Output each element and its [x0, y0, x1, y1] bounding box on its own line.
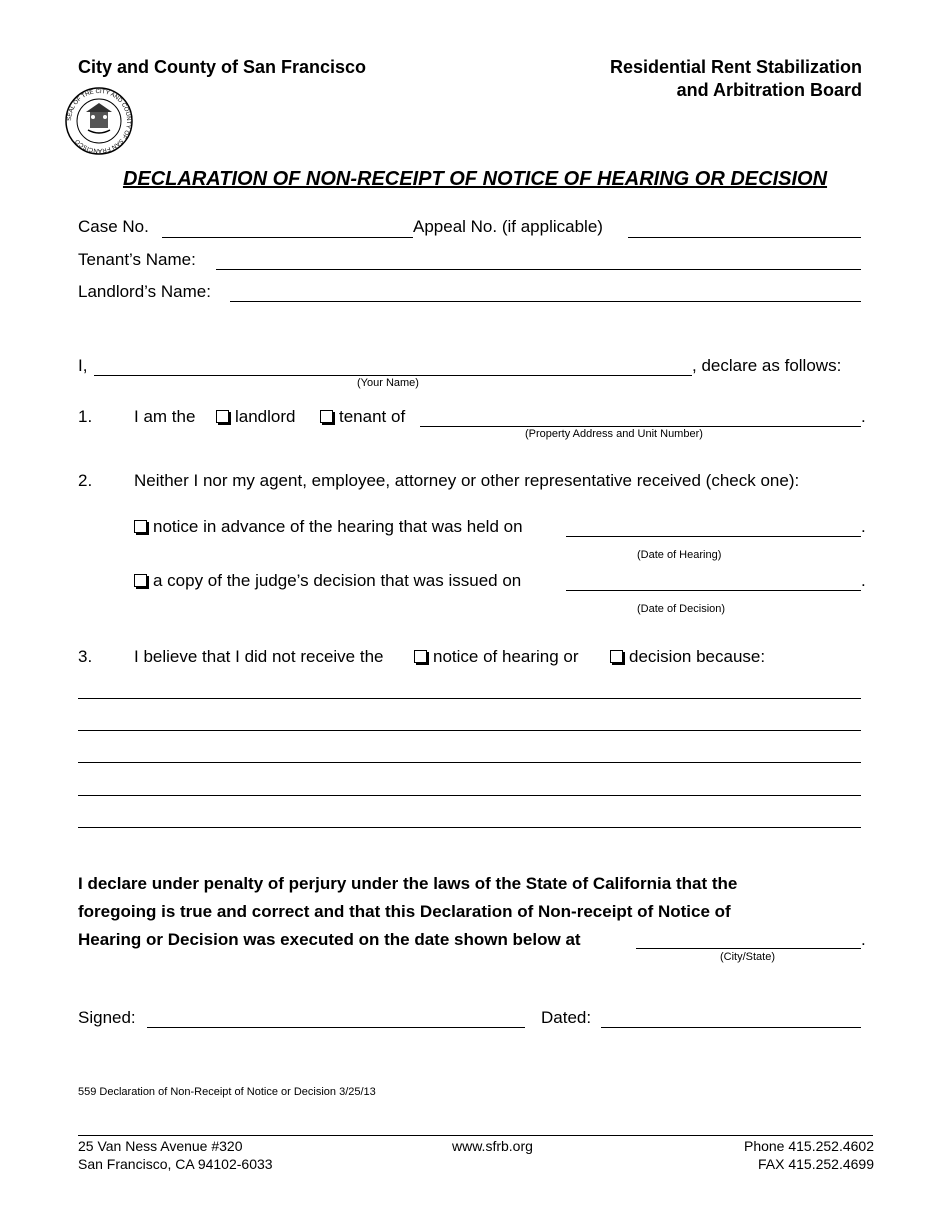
checkbox-icon[interactable] [216, 410, 229, 423]
checkbox-icon[interactable] [320, 410, 333, 423]
board-heading-line2: and Arbitration Board [676, 80, 862, 100]
checkbox-icon[interactable] [610, 650, 623, 663]
landlord-name-field[interactable] [230, 301, 861, 302]
item1-number: 1. [78, 407, 93, 426]
declare-suffix: , declare as follows: [692, 356, 842, 375]
decision-checkbox-option[interactable] [610, 647, 765, 667]
checkbox-icon[interactable] [134, 520, 147, 533]
case-no-label: Case No. [78, 217, 149, 236]
notice-hearing-checkbox-option[interactable] [134, 517, 523, 537]
decision-because-label: decision because: [629, 647, 766, 666]
decision-copy-label: a copy of the judge’s decision that was issued on [153, 571, 522, 590]
perjury-line-2: foregoing is true and correct and that this Declaration of Non-receipt of Notice of [78, 902, 731, 921]
declarant-prefix: I, [78, 356, 88, 375]
property-address-caption: (Property Address and Unit Number) [525, 428, 703, 440]
landlord-name-label: Landlord’s Name: [78, 282, 211, 301]
city-state-caption: (City/State) [720, 951, 776, 963]
board-heading-line1: Residential Rent Stabilization [609, 57, 862, 77]
hearing-date-caption: (Date of Hearing) [637, 549, 722, 561]
perjury-line-3: Hearing or Decision was executed on the date shown below at [78, 930, 581, 949]
your-name-caption: (Your Name) [357, 377, 419, 389]
tenant-checkbox-option[interactable] [320, 407, 405, 427]
reason-line-4[interactable] [78, 795, 861, 796]
declarant-name-field[interactable] [94, 375, 692, 376]
city-seal-icon [62, 86, 136, 156]
item1-period: . [861, 407, 866, 426]
signature-field[interactable] [147, 1027, 525, 1028]
notice-hearing-label: notice in advance of the hearing that was held on [153, 517, 523, 536]
decision-copy-checkbox-option[interactable] [134, 571, 521, 591]
form-title: DECLARATION OF NON-RECEIPT OF NOTICE OF HEARING OR DECISION [122, 168, 828, 190]
case-no-field[interactable] [162, 237, 413, 238]
footer-fax: FAX 415.252.4699 [758, 1156, 874, 1172]
item2-number: 2. [78, 471, 93, 490]
tenant-name-field[interactable] [216, 269, 861, 270]
footer-divider [78, 1135, 873, 1136]
perjury-line-1: I declare under penalty of perjury under the laws of the State of California that the [78, 874, 738, 893]
appeal-no-field[interactable] [628, 237, 861, 238]
hearing-period: . [861, 517, 866, 536]
checkbox-icon[interactable] [134, 574, 147, 587]
footer-phone: Phone 415.252.4602 [743, 1138, 874, 1154]
notice-of-hearing-label: notice of hearing or [433, 647, 579, 666]
item2-text: Neither I nor my agent, employee, attorney or other representative received (check one): [134, 471, 800, 490]
landlord-option-label: landlord [235, 407, 296, 426]
notice-of-hearing-checkbox-option[interactable] [414, 647, 579, 667]
item1-text: I am the [134, 407, 196, 426]
date-field[interactable] [601, 1027, 861, 1028]
decision-date-field[interactable] [566, 590, 861, 591]
appeal-no-label: Appeal No. (if applicable) [413, 217, 603, 236]
perjury-period: . [861, 930, 866, 949]
reason-line-2[interactable] [78, 730, 861, 731]
signed-label: Signed: [78, 1008, 136, 1027]
dated-label: Dated: [541, 1008, 592, 1027]
item3-number: 3. [78, 647, 93, 666]
form-id: 559 Declaration of Non-Receipt of Notice or Decision 3/25/13 [78, 1086, 376, 1098]
checkbox-icon[interactable] [414, 650, 427, 663]
reason-line-5[interactable] [78, 827, 861, 828]
city-county-heading: City and County of San Francisco [78, 57, 367, 77]
city-state-field[interactable] [636, 948, 861, 949]
hearing-date-field[interactable] [566, 536, 861, 537]
footer-address-line1: 25 Van Ness Avenue #320 [78, 1138, 243, 1154]
tenant-option-label: tenant of [339, 407, 406, 426]
reason-line-3[interactable] [78, 762, 861, 763]
item3-text: I believe that I did not receive the [134, 647, 384, 666]
tenant-name-label: Tenant’s Name: [78, 250, 196, 269]
reason-line-1[interactable] [78, 698, 861, 699]
footer-website-link[interactable]: www.sfrb.org [452, 1138, 533, 1154]
decision-date-caption: (Date of Decision) [637, 603, 726, 615]
property-address-field[interactable] [420, 426, 861, 427]
decision-period: . [861, 571, 866, 590]
footer-address-line2: San Francisco, CA 94102-6033 [78, 1156, 273, 1172]
seal-text: SEAL OF THE CITY AND COUNTY OF SAN FRANCISCO [66, 88, 132, 154]
landlord-checkbox-option[interactable] [216, 407, 296, 427]
